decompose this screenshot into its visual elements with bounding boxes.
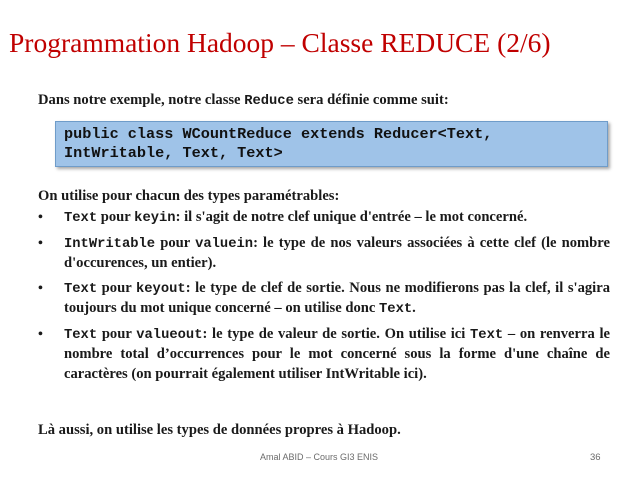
param-type: IntWritable — [64, 236, 156, 252]
intro-text-before: Dans notre exemple, notre classe — [38, 92, 245, 108]
bullet-icon: • — [38, 326, 43, 342]
params-intro: On utilise pour chacun des types paramétrables: — [38, 188, 340, 204]
param-description: : le type de clef de sortie. Nous ne modifierons pas la clef, il s'agira toujours du mot unique concerné – on utilise donc — [64, 279, 611, 316]
code-line-1: public class WCountReduce extends Reducer<Text, — [64, 125, 493, 143]
param-item-keyin — [38, 208, 610, 229]
intro-text-after: sera définie comme suit: — [293, 92, 449, 108]
param-name: keyin — [134, 211, 176, 226]
bullet-icon: • — [38, 210, 43, 225]
conclusion: Là aussi, on utilise les types de données propres à Hadoop. — [38, 422, 401, 438]
param-name: valuein — [195, 236, 254, 252]
param-description: : il s'agit de notre clef unique d'entrée – le mot concerné. — [175, 209, 528, 225]
param-text: pour — [97, 279, 136, 296]
param-name: keyout — [136, 281, 186, 297]
slide-title: Programmation Hadoop – Classe REDUCE (2/6) — [9, 27, 551, 58]
code-line-2: IntWritable, Text, Text> — [64, 144, 283, 162]
intro-code-reduce: Reduce — [244, 94, 294, 109]
bullet-icon: • — [38, 235, 43, 251]
param-item-valuein — [38, 234, 610, 274]
param-type-inline: Text — [470, 327, 504, 343]
param-description-end: – on renverra le nombre total d’occurrences pour le mot concerné sous la forme d'une chaîne de caractères (on pourrait également utiliser IntWritable ici). — [64, 325, 610, 382]
param-description: : le type de valeur de sortie. On utilise ici — [202, 325, 471, 342]
slide-footer: Amal ABID – Cours GI3 ENIS — [259, 452, 379, 462]
param-description: : le type de nos valeurs associées à cette clef (le nombre d'occurences, un entier). — [64, 234, 610, 271]
param-type: Text — [64, 327, 98, 343]
code-block — [55, 121, 608, 167]
param-list — [38, 208, 610, 389]
bullet-icon: • — [38, 280, 43, 296]
param-text: pour — [97, 325, 137, 342]
intro-paragraph — [38, 90, 610, 112]
param-type-inline: Text — [379, 302, 413, 317]
param-item-keyout — [38, 279, 610, 320]
param-item-valueout — [38, 325, 610, 385]
param-type: Text — [64, 281, 98, 297]
param-name: valueout — [136, 327, 203, 343]
param-type: Text — [64, 211, 98, 226]
param-text: pour — [97, 209, 135, 225]
page-number: 36 — [590, 452, 601, 463]
param-description-end: . — [412, 300, 416, 316]
param-text: pour — [155, 234, 196, 251]
